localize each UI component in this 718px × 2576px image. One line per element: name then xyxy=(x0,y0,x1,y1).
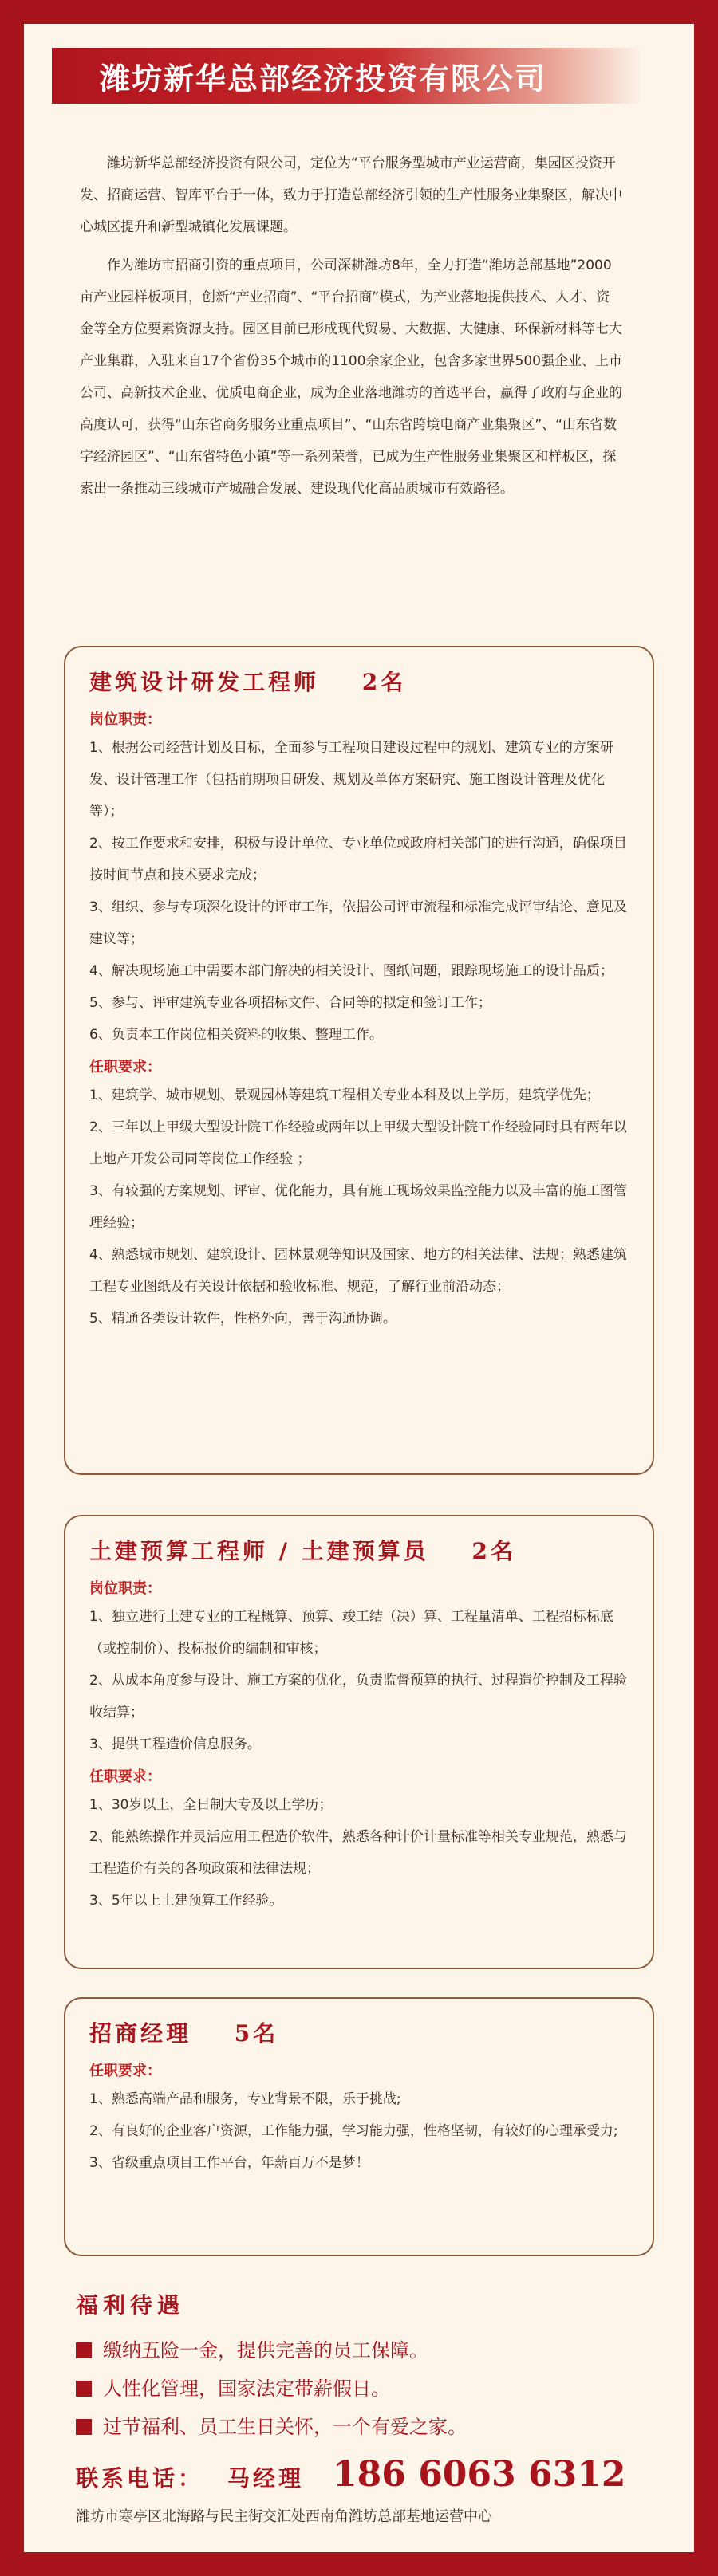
list-item: 4、熟悉城市规划、建筑设计、园林景观等知识及国家、地方的相关法律、法规；熟悉建筑工程专业图纸及有关设计依据和验收标准、规范，了解行业前沿动态； xyxy=(89,1247,627,1295)
address: 潍坊市寒亭区北海路与民主街交汇处西南角潍坊总部基地运营中心 xyxy=(76,2508,492,2525)
list-item: 2、按工作要求和安排，积极与设计单位、专业单位或政府相关部门的进行沟通，确保项目按时间节点和技术要求完成； xyxy=(89,836,627,883)
job-card-investment-manager xyxy=(64,1997,654,2256)
section-label-requirements: 任职要求： xyxy=(89,2063,161,2079)
list-item: 2、有良好的企业客户资源，工作能力强，学习能力强，性格坚韧，有较好的心理承受力; xyxy=(89,2123,618,2139)
list-item: 1、熟悉高端产品和服务，专业背景不限，乐于挑战; xyxy=(89,2091,401,2107)
list-item: 2、三年以上甲级大型设计院工作经验或两年以上甲级大型设计院工作经验同时具有两年以上地产开发公司同等岗位工作经验 ； xyxy=(89,1119,627,1167)
square-bullet-icon xyxy=(76,2342,92,2358)
contact-label: 联系电话： xyxy=(76,2465,204,2491)
benefit-item xyxy=(76,2408,650,2446)
benefit-text: 人性化管理，国家法定带薪假日。 xyxy=(103,2377,390,2400)
square-bullet-icon xyxy=(76,2419,92,2435)
job-count: 2名 xyxy=(471,1538,516,1564)
benefits-title: 福利待遇 xyxy=(76,2292,185,2318)
benefit-text: 缴纳五险一金，提供完善的员工保障。 xyxy=(103,2339,428,2362)
job-card-architect xyxy=(64,646,654,1475)
list-item: 2、从成本角度参与设计、施工方案的优化，负责监督预算的执行、过程造价控制及工程验收结算； xyxy=(89,1673,627,1721)
benefit-item xyxy=(76,2331,650,2370)
job-title-text: 建筑设计研发工程师 xyxy=(89,669,320,695)
square-bullet-icon xyxy=(76,2381,92,2397)
benefits-section xyxy=(76,2288,650,2446)
list-item: 3、5年以上土建预算工作经验。 xyxy=(89,1893,283,1909)
list-item: 4、解决现场施工中需要本部门解决的相关设计、图纸问题，跟踪现场施工的设计品质； xyxy=(89,963,613,979)
job-title xyxy=(89,2016,629,2048)
contact-line xyxy=(76,2454,666,2495)
list-item: 6、负责本工作岗位相关资料的收集、整理工作。 xyxy=(89,1027,383,1043)
company-title: 潍坊新华总部经济投资有限公司 xyxy=(100,60,547,96)
section-label-duties: 岗位职责： xyxy=(89,1580,161,1597)
job-count: 2名 xyxy=(361,669,407,695)
list-item: 1、建筑学、城市规划、景观园林等建筑工程相关专业本科及以上学历，建筑学优先； xyxy=(89,1087,600,1103)
list-item: 3、组织、参与专项深化设计的评审工作，依据公司评审流程和标准完成评审结论、意见及建议等； xyxy=(89,899,627,947)
list-item: 5、精通各类设计软件，性格外向，善于沟通协调。 xyxy=(89,1311,396,1327)
list-item: 2、能熟练操作并灵活应用工程造价软件，熟悉各种计价计量标准等相关专业规范，熟悉与工程造价有关的各项政策和法律法规； xyxy=(89,1829,627,1877)
job-title-text: 土建预算工程师 / 土建预算员 xyxy=(89,1538,429,1564)
contact-person: 马经理 xyxy=(227,2465,305,2491)
list-item: 3、提供工程造价信息服务。 xyxy=(89,1736,261,1752)
list-item: 1、30岁以上，全日制大专及以上学历； xyxy=(89,1797,333,1813)
job-card-cost-engineer xyxy=(64,1515,654,1969)
benefit-text: 过节福利、员工生日关怀，一个有爱之家。 xyxy=(103,2416,467,2438)
job-title-text: 招商经理 xyxy=(89,2020,192,2047)
company-intro xyxy=(80,147,622,511)
list-item: 3、省级重点项目工作平台，年薪百万不是梦！ xyxy=(89,2155,369,2171)
section-label-duties: 岗位职责： xyxy=(89,711,161,728)
list-item: 1、根据公司经营计划及目标，全面参与工程项目建设过程中的规划、建筑专业的方案研发、设计管理工作（包括前期项目研发、规划及单体方案研究、施工图设计管理及优化等）； xyxy=(89,740,613,820)
list-item: 5、参与、评审建筑专业各项招标文件、合同等的拟定和签订工作； xyxy=(89,995,491,1011)
list-item: 1、独立进行土建专业的工程概算、预算、竣工结（决）算、工程量清单、工程招标标底（或控制价）、投标报价的编制和审核； xyxy=(89,1609,613,1657)
intro-paragraph: 作为潍坊市招商引资的重点项目，公司深耕潍坊8年，全力打造“潍坊总部基地”2000亩产业园样板项目，创新“产业招商”、“平台招商”模式，为产业落地提供技术、人才、资金等全方位要素资源支持。园区目前已形成现代贸易、大数据、大健康、环保新材料等七大产业集群，入驻来自17个省份35个城市的1100余家企业，包含多家世界500强企业、上市公司、高新技术企业、优质电商企业，成为企业落地潍坊的首选平台，赢得了政府与企业的高度认可，获得“山东省商务服务业重点项目”、“山东省跨境电商产业集聚区”、“山东省数字经济园区”、“山东省特色小镇”等一系列荣誉，已成为生产性服务业集聚区和样板区，探索出一条推动三线城市产城融合发展、建设现代化高品质城市有效路径。 xyxy=(80,258,622,497)
contact-phone[interactable]: 186 6063 6312 xyxy=(333,2454,626,2495)
intro-paragraph: 潍坊新华总部经济投资有限公司，定位为“平台服务型城市产业运营商，集园区投资开发、招商运营、智库平台于一体，致力于打造总部经济引领的生产性服务业集聚区，解决中心城区提升和新型城镇化发展课题。 xyxy=(80,155,622,235)
job-title xyxy=(89,665,629,697)
job-title xyxy=(89,1534,629,1566)
title-banner xyxy=(52,48,642,104)
job-count: 5名 xyxy=(234,2020,279,2047)
benefit-item xyxy=(76,2370,650,2408)
section-label-requirements: 任职要求： xyxy=(89,1768,161,1785)
section-label-requirements: 任职要求： xyxy=(89,1059,161,1076)
poster-page xyxy=(24,24,694,2552)
list-item: 3、有较强的方案规划、评审、优化能力，具有施工现场效果监控能力以及丰富的施工图管理经验； xyxy=(89,1183,627,1231)
